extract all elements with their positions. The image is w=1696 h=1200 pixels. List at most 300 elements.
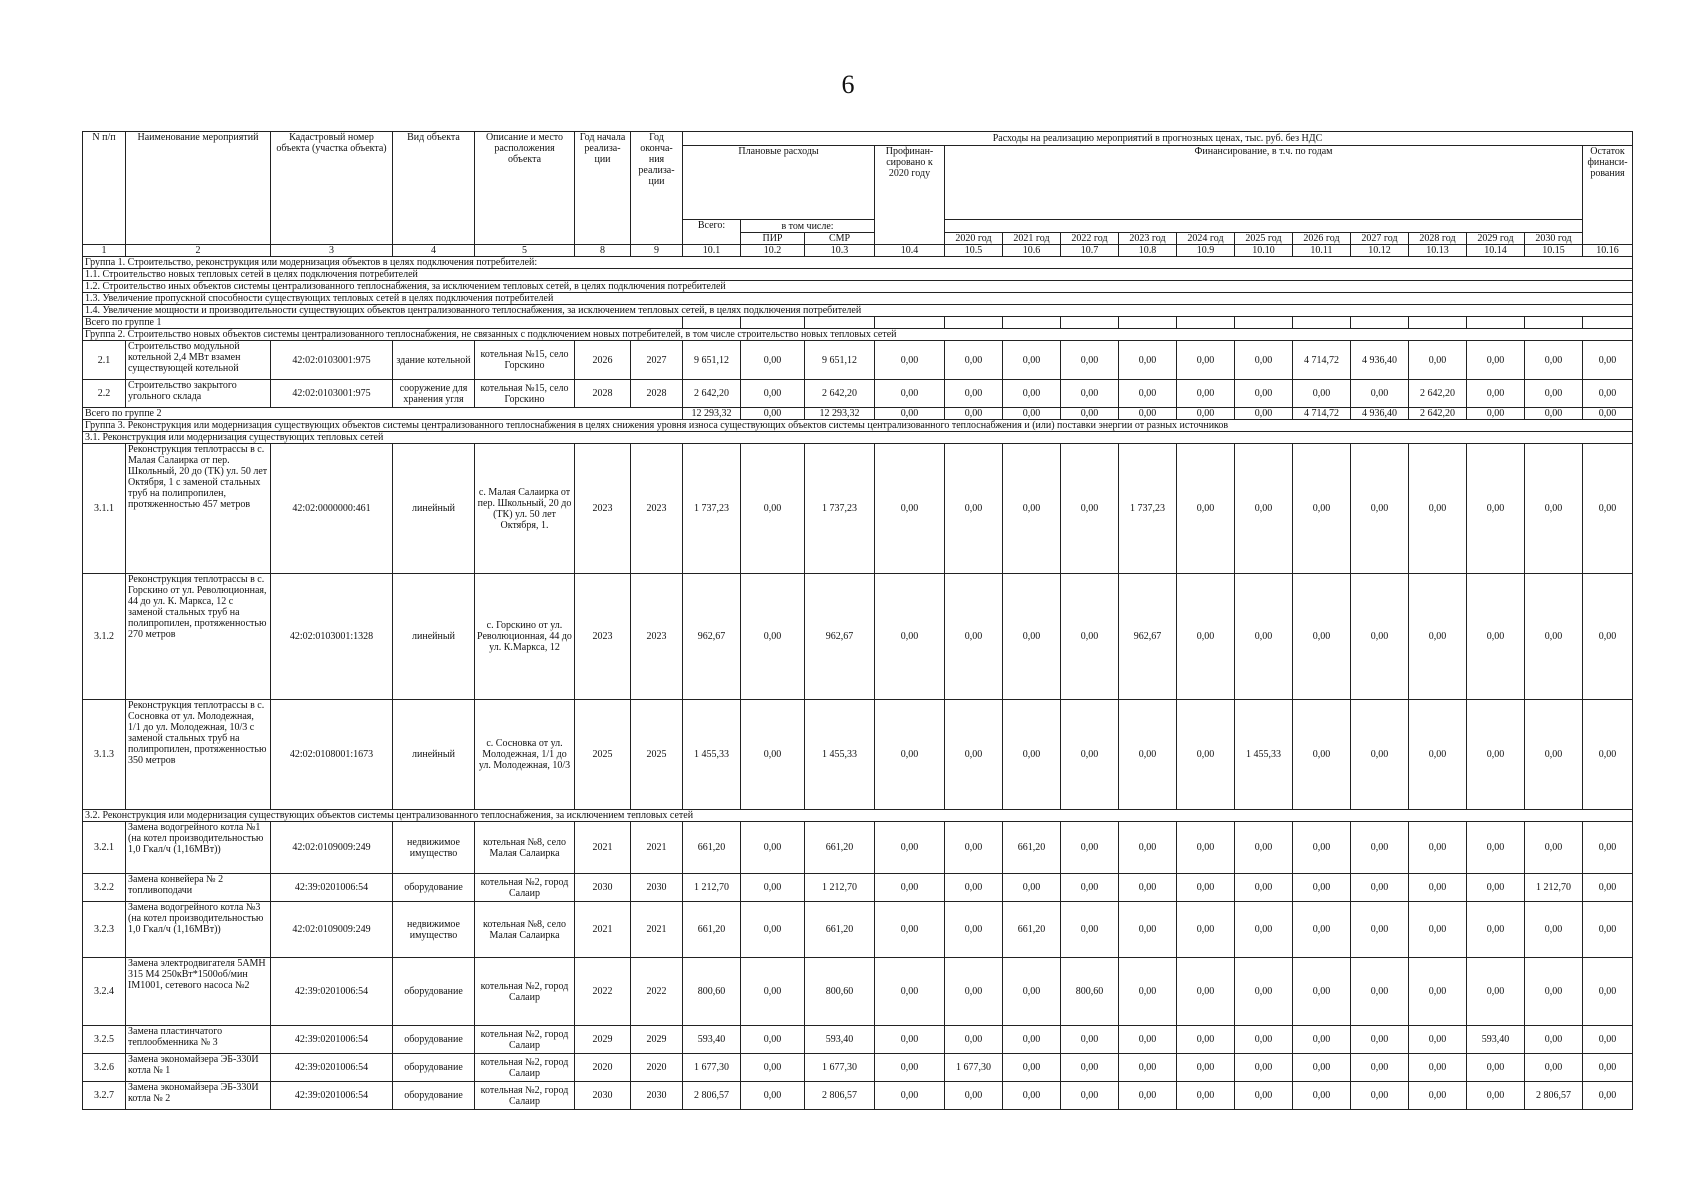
amount-cell: 0,00: [1467, 341, 1525, 380]
amount-cell: 0,00: [1467, 822, 1525, 874]
column-number: 10.16: [1583, 245, 1633, 257]
table-row: [83, 341, 1633, 380]
amount-cell: 0,00: [1003, 958, 1061, 1026]
group-heading: 1.4. Увеличение мощности и производительности существующих объектов централизованного теплоснабжения, за исключением тепловых сетей, в целях подключения потребителей: [83, 305, 1633, 317]
amount-cell: 661,20: [1003, 822, 1061, 874]
column-number: 10.12: [1351, 245, 1409, 257]
amount-cell: 0,00: [1467, 958, 1525, 1026]
amount-cell: 1 677,30: [805, 1054, 875, 1082]
header-year: 2029 год: [1467, 233, 1525, 245]
amount-cell: 9 651,12: [683, 341, 741, 380]
header-year: 2026 год: [1293, 233, 1351, 245]
object-kind: линейный: [393, 574, 475, 700]
header-expenses: Расходы на реализацию мероприятий в прогнозных ценах, тыс. руб. без НДС: [683, 132, 1633, 146]
amount-cell: 0,00: [945, 380, 1003, 408]
amount-cell: 4 714,72: [1293, 341, 1351, 380]
amount-cell: 0,00: [1293, 444, 1351, 574]
amount-cell: 0,00: [1525, 1026, 1583, 1054]
total-cell: [1061, 317, 1119, 329]
cadastral-number: 42:02:0108001:1673: [271, 700, 393, 810]
object-place: котельная №2, город Салаир: [475, 1026, 575, 1054]
measure-name: Реконструкция теплотрассы в с. Сосновка от ул. Молодежная, 1/1 до ул. Молодежная, 10/3 с заменой стальных труб на полипропилен, протяженностью 350 метров: [126, 700, 271, 810]
measure-name: Замена конвейера № 2 топливоподачи: [126, 874, 271, 902]
object-place: с. Сосновка от ул. Молодежная, 1/1 до ул. Молодежная, 10/3: [475, 700, 575, 810]
total-cell: 0,00: [945, 408, 1003, 420]
amount-cell: 0,00: [741, 1082, 805, 1110]
year-end: 2021: [631, 902, 683, 958]
row-number: 3.2.1: [83, 822, 126, 874]
object-kind: линейный: [393, 700, 475, 810]
amount-cell: 661,20: [683, 902, 741, 958]
amount-cell: 1 737,23: [1119, 444, 1177, 574]
amount-cell: 0,00: [945, 822, 1003, 874]
amount-cell: 1 737,23: [683, 444, 741, 574]
cadastral-number: 42:02:0000000:461: [271, 444, 393, 574]
year-end: 2020: [631, 1054, 683, 1082]
amount-cell: 0,00: [1119, 958, 1177, 1026]
amount-cell: 593,40: [1467, 1026, 1525, 1054]
column-number: 10.13: [1409, 245, 1467, 257]
group-heading: 1.3. Увеличение пропускной способности существующих тепловых сетей в целях подключения потребителей: [83, 293, 1633, 305]
group-total-label: Всего по группе 2: [83, 408, 683, 420]
year-start: 2020: [575, 1054, 631, 1082]
amount-cell: 0,00: [875, 1082, 945, 1110]
header-year: 2025 год: [1235, 233, 1293, 245]
amount-cell: 0,00: [875, 341, 945, 380]
amount-cell: 0,00: [1293, 380, 1351, 408]
table-row: [83, 874, 1633, 902]
amount-cell: 1 677,30: [683, 1054, 741, 1082]
header-year: 2027 год: [1351, 233, 1409, 245]
amount-cell: 0,00: [1409, 1082, 1467, 1110]
amount-cell: 0,00: [1583, 822, 1633, 874]
amount-cell: 0,00: [1119, 822, 1177, 874]
amount-cell: 2 806,57: [1525, 1082, 1583, 1110]
amount-cell: 0,00: [1061, 1026, 1119, 1054]
object-place: котельная №2, город Салаир: [475, 874, 575, 902]
amount-cell: 0,00: [1177, 874, 1235, 902]
amount-cell: 0,00: [1525, 902, 1583, 958]
object-place: котельная №8, село Малая Салаирка: [475, 902, 575, 958]
header-planned: Плановые расходы: [683, 146, 875, 220]
amount-cell: 0,00: [1409, 902, 1467, 958]
year-start: 2025: [575, 700, 631, 810]
object-kind: оборудование: [393, 1026, 475, 1054]
amount-cell: 0,00: [1177, 958, 1235, 1026]
cadastral-number: 42:02:0109009:249: [271, 822, 393, 874]
table-row: [83, 380, 1633, 408]
amount-cell: 0,00: [1061, 1054, 1119, 1082]
measure-name: Замена водогрейного котла №3 (на котел производительностью 1,0 Гкал/ч (1,16МВт)): [126, 902, 271, 958]
amount-cell: 661,20: [805, 822, 875, 874]
column-number: 10.3: [805, 245, 875, 257]
year-end: 2029: [631, 1026, 683, 1054]
total-cell: [1003, 317, 1061, 329]
year-end: 2025: [631, 700, 683, 810]
header-year: 2021 год: [1003, 233, 1061, 245]
object-place: котельная №15, село Горскино: [475, 380, 575, 408]
amount-cell: 2 642,20: [1409, 380, 1467, 408]
row-number: 3.1.3: [83, 700, 126, 810]
amount-cell: 0,00: [875, 902, 945, 958]
year-start: 2022: [575, 958, 631, 1026]
amount-cell: 0,00: [1235, 1082, 1293, 1110]
measure-name: Замена электродвигателя 5АМН 315 М4 250кВт*1500об/мин IM1001, сетевого насоса №2: [126, 958, 271, 1026]
amount-cell: 0,00: [1003, 700, 1061, 810]
amount-cell: 0,00: [1235, 341, 1293, 380]
amount-cell: 0,00: [1525, 574, 1583, 700]
total-cell: [875, 317, 945, 329]
table-row: [83, 444, 1633, 574]
object-kind: недвижимое имущество: [393, 902, 475, 958]
column-number: 9: [631, 245, 683, 257]
amount-cell: 661,20: [805, 902, 875, 958]
row-number: 2.1: [83, 341, 126, 380]
amount-cell: 0,00: [875, 958, 945, 1026]
amount-cell: 0,00: [1583, 444, 1633, 574]
amount-cell: 0,00: [1351, 444, 1409, 574]
header-year: 2028 год: [1409, 233, 1467, 245]
amount-cell: 0,00: [1061, 700, 1119, 810]
amount-cell: 0,00: [1235, 1054, 1293, 1082]
amount-cell: 0,00: [741, 958, 805, 1026]
header-year: 2020 год: [945, 233, 1003, 245]
amount-cell: 0,00: [1003, 380, 1061, 408]
amount-cell: 0,00: [1293, 822, 1351, 874]
total-cell: 0,00: [1177, 408, 1235, 420]
header-year: 2023 год: [1119, 233, 1177, 245]
year-start: 2021: [575, 902, 631, 958]
amount-cell: 661,20: [683, 822, 741, 874]
measure-name: Строительство модульной котельной 2,4 МВт взамен существующей котельной: [126, 341, 271, 380]
measure-name: Замена водогрейного котла №1 (на котел производительностью 1,0 Гкал/ч (1,16МВт)): [126, 822, 271, 874]
amount-cell: 0,00: [1235, 380, 1293, 408]
amount-cell: 1 677,30: [945, 1054, 1003, 1082]
amount-cell: 0,00: [1177, 341, 1235, 380]
amount-cell: 800,60: [1061, 958, 1119, 1026]
amount-cell: 0,00: [1235, 902, 1293, 958]
total-cell: 0,00: [875, 408, 945, 420]
table-row: [83, 1026, 1633, 1054]
object-kind: линейный: [393, 444, 475, 574]
table-row: [83, 1054, 1633, 1082]
amount-cell: 0,00: [945, 1082, 1003, 1110]
column-number: 10.10: [1235, 245, 1293, 257]
amount-cell: 0,00: [1467, 444, 1525, 574]
amount-cell: 0,00: [1177, 700, 1235, 810]
row-number: 3.1.2: [83, 574, 126, 700]
header-cadastral: Кадастровый номер объекта (участка объекта): [271, 132, 393, 245]
header-year: 2030 год: [1525, 233, 1583, 245]
measure-name: Реконструкция теплотрассы в с. Малая Салаирка от пер. Школьный, 20 до (ТК) ул. 50 лет Октября, 1 с заменой стальных труб на полипропилен, протяженностью 457 метров: [126, 444, 271, 574]
amount-cell: 0,00: [1119, 700, 1177, 810]
year-start: 2023: [575, 574, 631, 700]
amount-cell: 0,00: [1351, 1026, 1409, 1054]
amount-cell: 0,00: [1525, 1054, 1583, 1082]
measure-name: Замена экономайзера ЭБ-330И котла № 2: [126, 1082, 271, 1110]
group-total-label: Всего по группе 1: [83, 317, 683, 329]
column-number: 10.9: [1177, 245, 1235, 257]
amount-cell: 0,00: [1409, 958, 1467, 1026]
amount-cell: 0,00: [1525, 380, 1583, 408]
amount-cell: 0,00: [1119, 341, 1177, 380]
amount-cell: 0,00: [1061, 874, 1119, 902]
header-name: Наименование мероприятий: [126, 132, 271, 245]
year-end: 2023: [631, 444, 683, 574]
amount-cell: 0,00: [1061, 574, 1119, 700]
amount-cell: 0,00: [1003, 874, 1061, 902]
group-heading: Группа 3. Реконструкция или модернизация существующих объектов системы централизованного теплоснабжения в целях снижения уровня износа существующих объектов системы централизованного теплоснабжения и (или) поставки энергии от разных источников: [83, 420, 1633, 432]
row-number: 2.2: [83, 380, 126, 408]
total-cell: [1467, 317, 1525, 329]
header-kind: Вид объекта: [393, 132, 475, 245]
row-number: 3.2.3: [83, 902, 126, 958]
amount-cell: 0,00: [1467, 1082, 1525, 1110]
total-cell: 0,00: [1467, 408, 1525, 420]
year-start: 2021: [575, 822, 631, 874]
table-row: [83, 958, 1633, 1026]
column-number: 10.15: [1525, 245, 1583, 257]
investment-program-table: [82, 131, 1633, 1110]
amount-cell: 0,00: [1119, 874, 1177, 902]
amount-cell: 0,00: [1351, 574, 1409, 700]
group-heading: 3.2. Реконструкция или модернизация существующих объектов системы централизованного теплоснабжения, за исключением тепловых сетей: [83, 810, 1633, 822]
amount-cell: 0,00: [1409, 444, 1467, 574]
amount-cell: 0,00: [741, 574, 805, 700]
amount-cell: 2 642,20: [805, 380, 875, 408]
total-cell: [1525, 317, 1583, 329]
amount-cell: 0,00: [1293, 902, 1351, 958]
column-number: 3: [271, 245, 393, 257]
group-heading: Группа 2. Строительство новых объектов системы централизованного теплоснабжения, не связанных с подключением новых потребителей, в том числе строительство новых тепловых сетей: [83, 329, 1633, 341]
total-cell: 0,00: [1583, 408, 1633, 420]
column-number: 10.2: [741, 245, 805, 257]
group-heading: 1.1. Строительство новых тепловых сетей в целях подключения потребителей: [83, 269, 1633, 281]
measure-name: Замена пластинчатого теплообменника № 3: [126, 1026, 271, 1054]
amount-cell: 0,00: [875, 444, 945, 574]
amount-cell: 0,00: [1061, 380, 1119, 408]
year-end: 2028: [631, 380, 683, 408]
total-cell: [1177, 317, 1235, 329]
amount-cell: 962,67: [1119, 574, 1177, 700]
header-year: 2022 год: [1061, 233, 1119, 245]
amount-cell: 0,00: [945, 874, 1003, 902]
amount-cell: 0,00: [1467, 380, 1525, 408]
column-number: 10.4: [875, 245, 945, 257]
amount-cell: 0,00: [875, 700, 945, 810]
object-place: котельная №2, город Салаир: [475, 958, 575, 1026]
cadastral-number: 42:02:0103001:1328: [271, 574, 393, 700]
amount-cell: 0,00: [741, 822, 805, 874]
cadastral-number: 42:39:0201006:54: [271, 1082, 393, 1110]
amount-cell: 0,00: [1293, 700, 1351, 810]
object-kind: оборудование: [393, 1054, 475, 1082]
amount-cell: 0,00: [1351, 700, 1409, 810]
column-number: 5: [475, 245, 575, 257]
cadastral-number: 42:39:0201006:54: [271, 874, 393, 902]
object-place: котельная №15, село Горскино: [475, 341, 575, 380]
amount-cell: 800,60: [683, 958, 741, 1026]
amount-cell: 1 212,70: [805, 874, 875, 902]
table-row: [83, 902, 1633, 958]
object-place: котельная №2, город Салаир: [475, 1082, 575, 1110]
year-end: 2023: [631, 574, 683, 700]
year-start: 2026: [575, 341, 631, 380]
amount-cell: 0,00: [1003, 444, 1061, 574]
object-kind: сооружение для хранения угля: [393, 380, 475, 408]
header-year-end: Год оконча-ния реализа-ции: [631, 132, 683, 245]
column-number: 1: [83, 245, 126, 257]
amount-cell: 0,00: [1177, 574, 1235, 700]
amount-cell: 0,00: [1409, 822, 1467, 874]
column-number: 8: [575, 245, 631, 257]
amount-cell: 962,67: [805, 574, 875, 700]
amount-cell: 0,00: [875, 822, 945, 874]
amount-cell: 0,00: [1177, 1054, 1235, 1082]
column-number: 4: [393, 245, 475, 257]
row-number: 3.1.1: [83, 444, 126, 574]
row-number: 3.2.4: [83, 958, 126, 1026]
amount-cell: 0,00: [741, 1054, 805, 1082]
table-row: [83, 822, 1633, 874]
amount-cell: 0,00: [1061, 1082, 1119, 1110]
amount-cell: 0,00: [1235, 874, 1293, 902]
total-cell: [1583, 317, 1633, 329]
amount-cell: 0,00: [741, 874, 805, 902]
amount-cell: 0,00: [875, 1054, 945, 1082]
amount-cell: 0,00: [1583, 958, 1633, 1026]
object-kind: оборудование: [393, 1082, 475, 1110]
amount-cell: 0,00: [1061, 444, 1119, 574]
amount-cell: 0,00: [1003, 574, 1061, 700]
amount-cell: 0,00: [1351, 958, 1409, 1026]
amount-cell: 0,00: [1235, 1026, 1293, 1054]
cadastral-number: 42:02:0103001:975: [271, 341, 393, 380]
group-heading: Группа 1. Строительство, реконструкция или модернизация объектов в целях подключения потребителей:: [83, 257, 1633, 269]
amount-cell: 1 455,33: [1235, 700, 1293, 810]
cadastral-number: 42:39:0201006:54: [271, 1026, 393, 1054]
amount-cell: 0,00: [1235, 444, 1293, 574]
amount-cell: 661,20: [1003, 902, 1061, 958]
group-heading: 3.1. Реконструкция или модернизация существующих тепловых сетей: [83, 432, 1633, 444]
header-financing: Финансирование, в т.ч. по годам: [945, 146, 1583, 220]
table-row: [83, 574, 1633, 700]
amount-cell: 0,00: [1351, 380, 1409, 408]
column-number: 10.5: [945, 245, 1003, 257]
object-kind: оборудование: [393, 958, 475, 1026]
amount-cell: 4 936,40: [1351, 341, 1409, 380]
amount-cell: 0,00: [741, 902, 805, 958]
amount-cell: 0,00: [1177, 1082, 1235, 1110]
amount-cell: 0,00: [1583, 874, 1633, 902]
measure-name: Реконструкция теплотрассы в с. Горскино от ул. Революционная, 44 до ул. К. Маркса, 12 с заменой стальных труб на полипропилен, протяженностью 270 метров: [126, 574, 271, 700]
amount-cell: 1 737,23: [805, 444, 875, 574]
amount-cell: 0,00: [945, 444, 1003, 574]
column-number: 10.6: [1003, 245, 1061, 257]
total-cell: 4 936,40: [1351, 408, 1409, 420]
amount-cell: 0,00: [1409, 874, 1467, 902]
column-number: 2: [126, 245, 271, 257]
header-prefinanced: Профинан-сировано к 2020 году: [875, 146, 945, 245]
amount-cell: 0,00: [1583, 1082, 1633, 1110]
amount-cell: 2 642,20: [683, 380, 741, 408]
total-cell: [741, 317, 805, 329]
amount-cell: 593,40: [805, 1026, 875, 1054]
amount-cell: 0,00: [1293, 1054, 1351, 1082]
amount-cell: 0,00: [1235, 958, 1293, 1026]
row-number: 3.2.5: [83, 1026, 126, 1054]
header-including: в том числе:: [741, 220, 875, 233]
amount-cell: 0,00: [1119, 1082, 1177, 1110]
object-kind: здание котельной: [393, 341, 475, 380]
year-start: 2028: [575, 380, 631, 408]
measure-name: Замена экономайзера ЭБ-330И котла № 1: [126, 1054, 271, 1082]
total-cell: 0,00: [1119, 408, 1177, 420]
amount-cell: 0,00: [1293, 958, 1351, 1026]
table-row: [83, 1082, 1633, 1110]
amount-cell: 0,00: [741, 1026, 805, 1054]
amount-cell: 2 806,57: [683, 1082, 741, 1110]
amount-cell: 0,00: [1409, 700, 1467, 810]
amount-cell: 9 651,12: [805, 341, 875, 380]
row-number: 3.2.7: [83, 1082, 126, 1110]
amount-cell: 1 212,70: [1525, 874, 1583, 902]
year-start: 2023: [575, 444, 631, 574]
amount-cell: 0,00: [1119, 1054, 1177, 1082]
total-cell: [1119, 317, 1177, 329]
total-cell: 0,00: [741, 408, 805, 420]
amount-cell: 0,00: [945, 902, 1003, 958]
amount-cell: 0,00: [1467, 574, 1525, 700]
year-end: 2027: [631, 341, 683, 380]
amount-cell: 0,00: [1177, 822, 1235, 874]
object-kind: оборудование: [393, 874, 475, 902]
column-number: 10.14: [1467, 245, 1525, 257]
amount-cell: 0,00: [1409, 574, 1467, 700]
cadastral-number: 42:02:0109009:249: [271, 902, 393, 958]
amount-cell: 0,00: [875, 1026, 945, 1054]
amount-cell: 0,00: [1583, 574, 1633, 700]
measure-name: Строительство закрытого угольного склада: [126, 380, 271, 408]
amount-cell: 0,00: [1235, 822, 1293, 874]
amount-cell: 0,00: [1177, 444, 1235, 574]
amount-cell: 0,00: [1525, 700, 1583, 810]
amount-cell: 0,00: [1235, 574, 1293, 700]
header-pir: ПИР: [741, 233, 805, 245]
amount-cell: 0,00: [1119, 1026, 1177, 1054]
amount-cell: 0,00: [1003, 1082, 1061, 1110]
amount-cell: 0,00: [1293, 874, 1351, 902]
header-total: Всего:: [683, 220, 741, 245]
amount-cell: 0,00: [1583, 1026, 1633, 1054]
amount-cell: 0,00: [1409, 1054, 1467, 1082]
amount-cell: 0,00: [1119, 380, 1177, 408]
amount-cell: 1 455,33: [683, 700, 741, 810]
total-cell: [805, 317, 875, 329]
total-cell: 0,00: [1061, 408, 1119, 420]
amount-cell: 0,00: [1293, 574, 1351, 700]
object-kind: недвижимое имущество: [393, 822, 475, 874]
amount-cell: 0,00: [1351, 902, 1409, 958]
amount-cell: 800,60: [805, 958, 875, 1026]
year-end: 2030: [631, 1082, 683, 1110]
amount-cell: 0,00: [945, 700, 1003, 810]
amount-cell: 0,00: [1003, 341, 1061, 380]
amount-cell: 0,00: [1525, 958, 1583, 1026]
amount-cell: 0,00: [1003, 1054, 1061, 1082]
table-row: [83, 700, 1633, 810]
column-number: 10.11: [1293, 245, 1351, 257]
